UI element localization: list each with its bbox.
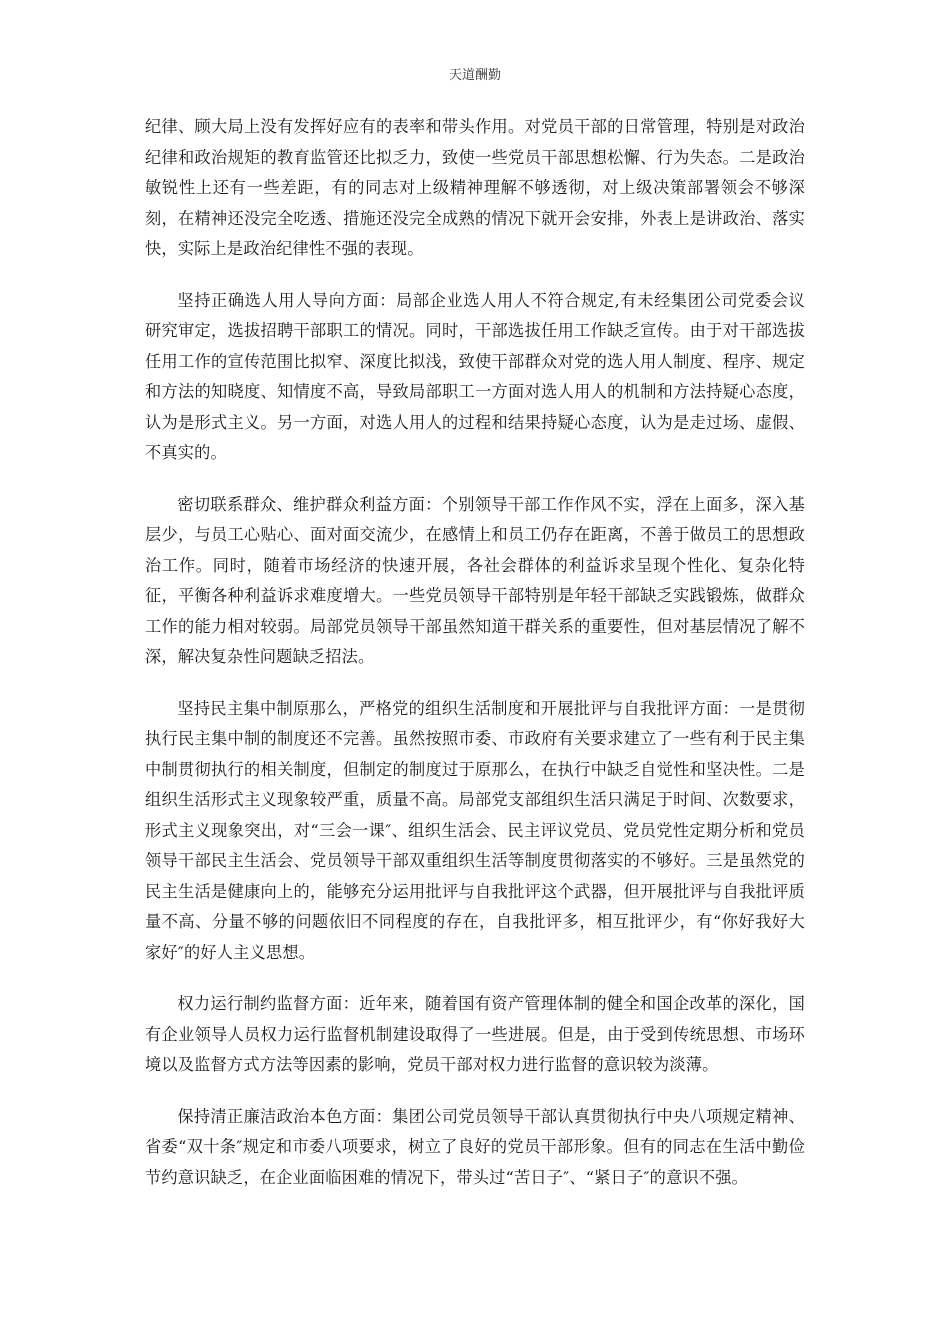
paragraph-continuation: 纪律、顾大局上没有发挥好应有的表率和带头作用。对党员干部的日常管理，特别是对政治纪律和政治规矩的教育监管还比拟乏力，致使一些党员干部思想松懈、行为失态。二是政治敏锐性上还有一些差距，有的同志对上级精神理解不够透彻，对上级决策部署领会不够深刻，在精神还没完全吃透、措施还没完全成熟的情况下就开会安排，外表上是讲政治、落实快，实际上是政治纪律性不强的表现。 [145, 117, 805, 258]
paragraph-mass-connection: 密切联系群众、维护群众利益方面：个别领导干部工作作风不实，浮在上面多，深入基层少，与员工心贴心、面对面交流少，在感情上和员工仍存在距离，不善于做员工的思想政治工作。同时，随着市场经济的快速开展，各社会群体的利益诉求呈现个性化、复杂化特征，平衡各种利益诉求难度增大。一些党员领导干部特别是年轻干部缺乏实践锻炼，做群众工作的能力相对较弱。局部党员领导干部虽然知道干群关系的重要性，但对基层情况了解不深，解决复杂性问题缺乏招法。 [145, 494, 805, 666]
paragraph-integrity: 保持清正廉洁政治本色方面：集团公司党员领导干部认真贯彻执行中央八项规定精神、省委“双十条″规定和市委八项要求，树立了良好的党员干部形象。但有的同志在生活中勤俭节约意识缺乏，在企业面临困难的情况下，带头过“苦日子″、“紧日子″的意识不强。 [145, 1106, 805, 1187]
paragraph-power-supervision: 权力运行制约监督方面：近年来，随着国有资产管理体制的健全和国企改革的深化，国有企业领导人员权力运行监督机制建设取得了一些进展。但是，由于受到传统思想、市场环境以及监督方式方法等因素的影响，党员干部对权力进行监督的意识较为淡薄。 [145, 994, 805, 1074]
document-body [145, 112, 805, 1214]
page-header: 天道酬勤 [448, 68, 501, 83]
paragraph-democratic-centralism: 坚持民主集中制原那么，严格党的组织生活制度和开展批评与自我批评方面：一是贯彻执行民主集中制的制度还不完善。虽然按照市委、市政府有关要求建立了一些有利于民主集中制贯彻执行的相关制度，但制定的制度过于原那么，在执行中缺乏自觉性和坚决性。二是组织生活形式主义现象较严重，质量不高。局部党支部组织生活只满足于时间、次数要求，形式主义现象突出，对“三会一课″、组织生活会、民主评议党员、党员党性定期分析和党员领导干部民主生活会、党员领导干部双重组织生活等制度贯彻落实的不够好。三是虽然党的民主生活是健康向上的，能够充分运用批评与自我批评这个武器，但开展批评与自我批评质量不高、分量不够的问题依旧不同程度的存在，自我批评多，相互批评少，有“你好我好大家好″的好人主义思想。 [145, 698, 805, 962]
paragraph-personnel-selection: 坚持正确选人用人导向方面：局部企业选人用人不符合规定,有未经集团公司党委会议研究审定，选拔招聘干部职工的情况。同时，干部选拔任用工作缺乏宣传。由于对干部选拔任用工作的宣传范围比拟窄、深度比拟浅，致使干部群众对党的选人用人制度、程序、规定和方法的知晓度、知情度不高，导致局部职工一方面对选人用人的机制和方法持疑心态度，认为是形式主义。另一方面，对选人用人的过程和结果持疑心态度，认为是走过场、虚假、不真实的。 [145, 290, 805, 462]
